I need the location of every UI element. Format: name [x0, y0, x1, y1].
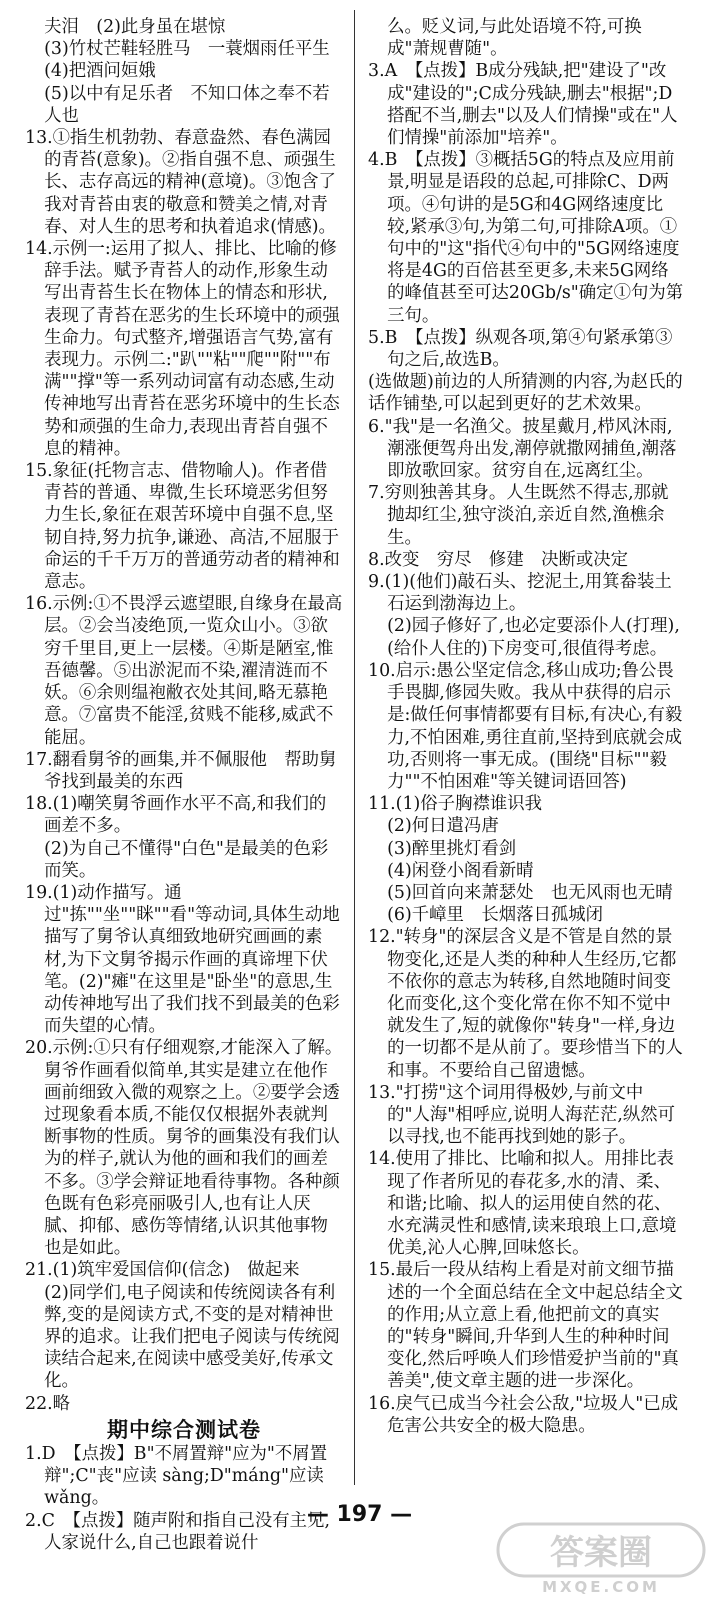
right-answer-list: [368, 16, 684, 1437]
answer-paragraph: (3)醉里挑灯看剑: [387, 838, 517, 859]
section-title: 期中综合测试卷: [107, 1417, 261, 1442]
answer-paragraph: (2)何日遣冯唐: [387, 816, 499, 837]
left-column: [25, 16, 348, 1554]
right-column: [368, 16, 684, 1437]
answer-paragraph: 14.示例一:运用了拟人、排比、比喻的修辞手法。赋予青苔人的动作,形象生动写出青苔生长在物体上的情态和形状,表现了青苔在恶劣的生长环境中的顽强生命力。句式整齐,增强语言气势,富有表现力。示例二:"趴""粘""爬""附""布满""撑"等一系列动词富有动态感,生动传神地写出青苔在恶劣环境中的生长态势和顽强的生命力,表现出青苔自强不息的精神。: [25, 239, 340, 459]
answer-paragraph: (6)千嶂里 长烟落日孤城闭: [387, 905, 604, 926]
answer-paragraph: 11.(1)俗子胸襟谁识我: [368, 794, 543, 815]
answer-paragraph: 6."我"是一名渔父。披星戴月,栉风沐雨,潮涨便驾舟出发,潮停就撒网捕鱼,潮落即放歌回家。贫穷自在,远离红尘。: [368, 416, 677, 482]
answer-paragraph: 21.(1)筑牢爱国信仰(信念) 做起来: [25, 1260, 300, 1281]
answer-paragraph: (5)以中有足乐者 不知口体之奉不若人也: [44, 83, 330, 126]
column-divider: [354, 10, 355, 1485]
answer-paragraph: (2)同学们,电子阅读和传统阅读各有利弊,变的是阅读方式,不变的是对精神世界的追求。让我们把电子阅读与传统阅读结合起来,在阅读中感受美好,传承文化。: [44, 1282, 340, 1392]
answer-paragraph: (2)园子修好了,也必定要添仆人(打理),(给仆人住的)下房变可,很值得考虑。: [387, 616, 680, 659]
left-answer-list: [25, 16, 348, 1415]
answer-paragraph: 4.B 【点拨】③概括5G的特点及应用前景,明显是语段的总起,可排除C、D两项。④句讲的是5G和4G网络速度比较,紧承③句,为第二句,可排除A项。①句中的"这"指代④句中的"5G网络速度将是4G的百倍甚至更多,未来5G网络的峰值甚至可达20Gb/s"确定①句为第三句。: [368, 150, 684, 326]
answer-paragraph: (5)回首向来萧瑟处 也无风雨也无晴: [387, 882, 673, 903]
answer-paragraph: 19.(1)动作描写。通过"拣""坐""眯""看"等动词,具体生动地描写了舅爷认真细致地研究画画的素材,为下文舅爷揭示作画的真谛埋下伏笔。(2)"瘫"在这里是"卧坐"的意思,生动传神地写出了我们找不到最美的色彩而失望的心情。: [25, 882, 340, 1037]
answer-paragraph: 么。贬义词,与此处语境不符,可换成"萧规曹随"。: [387, 17, 642, 60]
answer-paragraph: 12."转身"的深层含义是不管是自然的景物变化,还是人类的种种人生经历,它都不依你的意志为转移,自然地随时间变化而变化,这个变化常在你不知不觉中就发生了,短的就像你"转身"一样,身边的一切都不是从前了。要珍惜当下的人和事。不要给自己留遗憾。: [368, 927, 683, 1081]
answer-paragraph: 16.示例:①不畏浮云遮望眼,自缘身在最高层。②会当凌绝顶,一览众山小。③欲穷千里目,更上一层楼。④斯是陋室,惟吾德馨。⑤出淤泥而不染,濯清涟而不妖。⑥余则缊袍敝衣处其间,略无慕艳意。⑦富贵不能淫,贫贱不能移,威武不能屈。: [25, 594, 343, 748]
answer-paragraph: 20.示例:①只有仔细观察,才能深入了解。舅爷作画看似简单,其实是建立在他作画前细致入微的观察之上。②要学会透过现象看本质,不能仅仅根据外表就判断事物的性质。舅爷的画集没有我们认为的样子,就认为他的画和我们的画差不多。③学会辩证地看待事物。各种颜色既有色彩亮丽吸引人,也有让人厌腻、抑郁、感伤等情绪,认识其他事物也是如此。: [25, 1038, 343, 1259]
answer-paragraph: 2.C 【点拨】随声附和指自己没有主见,人家说什么,自己也跟着说什: [25, 1510, 330, 1553]
left-after-title-list: [25, 1443, 343, 1554]
answer-paragraph: 1.D 【点拨】B"不屑置辩"应为"不屑置辩";C"丧"应读 sàng;D"máng"应读 wǎng。: [25, 1444, 330, 1509]
answer-paragraph: 13."打捞"这个词用得极妙,与前文中的"人海"相呼应,说明人海茫茫,纵然可以寻找,也不能再找到她的影子。: [368, 1082, 676, 1148]
answer-paragraph: 14.使用了排比、比喻和拟人。用排比表现了作者所见的春花多,水的清、柔、和谐;比喻、拟人的运用使自然的花、水充满灵性和感情,读来琅琅上口,意境优美,沁人心脾,回味悠长。: [368, 1149, 677, 1259]
answer-paragraph: 5.B 【点拨】纵观各项,第④句紧承第③句之后,故选B。: [368, 327, 673, 371]
page-number: — 197 —: [306, 1502, 413, 1527]
answer-paragraph: 16.戾气已成当今社会公敌,"垃圾人"已成危害公共安全的极大隐患。: [368, 1393, 679, 1436]
answer-paragraph: (3)竹杖芒鞋轻胜马 一蓑烟雨任平生 (4)把酒问姮娥: [44, 39, 348, 82]
answer-paragraph: 夫泪 (2)此身虽在堪惊: [44, 17, 226, 37]
answer-paragraph: (2)为自己不懂得"白色"是最美的色彩而笑。: [44, 838, 329, 881]
answer-paragraph: (4)闲登小阁看新晴: [387, 860, 534, 881]
watermark-sub-text: MXQE.COM: [542, 1578, 660, 1596]
answer-paragraph: 7.穷则独善其身。人生既然不得志,那就抛却红尘,独守淡泊,亲近自然,渔樵余生。: [368, 483, 669, 548]
watermark-main-text: 答案圈: [550, 1533, 652, 1573]
answer-paragraph: 13.①指生机勃勃、春意盎然、春色满园的青苔(意象)。②指自强不息、顽强生长、志存高远的精神(意境)。③饱含了我对青苔由衷的敬意和赞美之情,对青春、对人生的思考和执着追求(情感)。: [25, 128, 336, 237]
watermark-logo: [496, 1520, 706, 1596]
answer-paragraph: 18.(1)嘲笑舅爷画作水平不高,和我们的画差不多。: [25, 794, 327, 837]
answer-paragraph: 17.翻看舅爷的画集,并不佩服他 帮助舅爷找到最美的东西: [25, 749, 337, 792]
answer-paragraph: 8.改变 穷尽 修建 决断或决定: [368, 549, 629, 570]
answer-paragraph: 15.最后一段从结构上看是对前文细节描述的一个全面总结在全文中起总结全文的作用;从立意上看,他把前文的真实的"转身"瞬间,升华到人生的种种时间变化,然后呼唤人们珍惜爱护当前的"真善美",使文章主题的进一步深化。: [368, 1260, 683, 1392]
answer-paragraph: 9.(1)(他们)敲石头、挖泥土,用箕畚装土石运到渤海边上。: [368, 572, 672, 615]
answer-paragraph: 3.A 【点拨】B成分残缺,把"建设了"改成"建设的";C成分残缺,删去"根据";D搭配不当,删去"以及人们情操"或在"人们情操"前添加"培养"。: [368, 61, 678, 149]
answer-paragraph: 10.启示:愚公坚定信念,移山成功;鲁公畏手畏脚,修园失败。我从中获得的启示是:做任何事情都要有目标,有决心,有毅力,不怕困难,勇往直前,坚持到底就会成功,否则将一事无成。(围绕"目标""毅力""不怕困难"等关键词语回答): [368, 660, 683, 792]
answer-paragraph: 15.象征(托物言志、借物喻人)。作者借青苔的普通、卑微,生长环境恶劣但努力生长,象征在艰苦环境中自强不息,坚韧自持,努力抗争,谦逊、高洁,不屈服于命运的千千万万的普通劳动者的精神和意志。: [25, 461, 340, 593]
answer-paragraph: (选做题)前边的人所猜测的内容,为赵氏的话作铺垫,可以起到更好的艺术效果。: [368, 372, 683, 415]
answer-paragraph: 22.略: [25, 1393, 71, 1414]
